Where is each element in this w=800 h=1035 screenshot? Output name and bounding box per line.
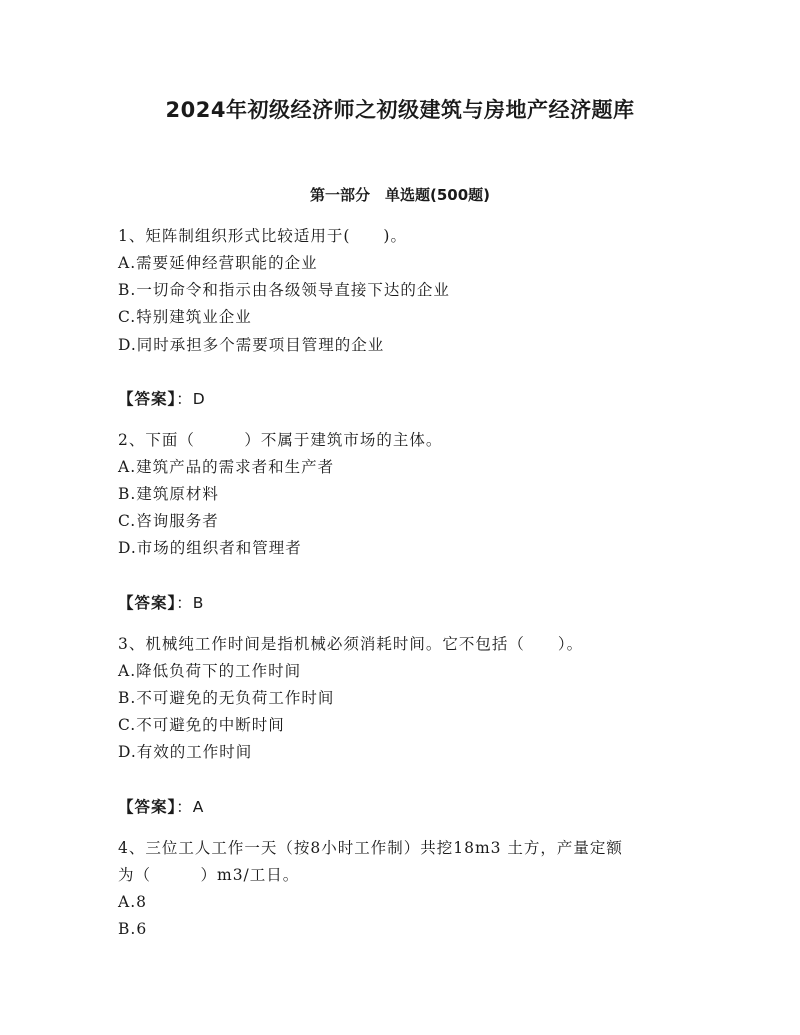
question-4-stem-line-1: 4、三位工人工作一天（按8小时工作制）共挖18m3 土方，产量定额 [118,839,623,857]
question-2-stem: 2、下面（ ）不属于建筑市场的主体。 [118,431,443,449]
page-title: 2024年初级经济师之初级建筑与房地产经济题库 [165,98,635,122]
question-3-answer [118,797,204,817]
question-2-option-a: A.建筑产品的需求者和生产者 [118,458,335,476]
question-4-option-b: B.6 [118,920,148,938]
question-2-option-c: C.咨询服务者 [118,512,219,530]
question-2-option-d: D.市场的组织者和管理者 [118,539,302,557]
question-1-option-c: C.特别建筑业企业 [118,308,252,326]
section-title: 第一部分 单选题(500题) [309,186,491,204]
answer-label: 【答案】 [118,594,177,612]
answer-value: ：A [176,798,205,816]
question-2-answer [118,593,204,613]
question-3-option-d: D.有效的工作时间 [118,743,253,761]
answer-label: 【答案】 [118,390,177,408]
question-1-option-a: A.需要延伸经营职能的企业 [118,254,318,272]
answer-value: ：B [176,594,205,612]
question-2-option-b: B.建筑原材料 [118,485,219,503]
answer-label: 【答案】 [118,798,177,816]
question-4-option-a: A.8 [118,893,147,911]
question-3-option-b: B.不可避免的无负荷工作时间 [118,689,335,707]
question-1-answer [118,389,206,409]
question-1-option-d: D.同时承担多个需要项目管理的企业 [118,336,385,354]
answer-value: ：D [176,390,206,408]
question-4-stem-line-2: 为（ ）m3/工日。 [118,866,300,884]
question-3-option-c: C.不可避免的中断时间 [118,716,285,734]
question-3-option-a: A.降低负荷下的工作时间 [118,662,302,680]
question-1-option-b: B.一切命令和指示由各级领导直接下达的企业 [118,281,450,299]
question-3-stem: 3、机械纯工作时间是指机械必须消耗时间。它不包括（ ）。 [118,635,584,653]
question-1-stem: 1、矩阵制组织形式比较适用于( )。 [118,227,407,245]
